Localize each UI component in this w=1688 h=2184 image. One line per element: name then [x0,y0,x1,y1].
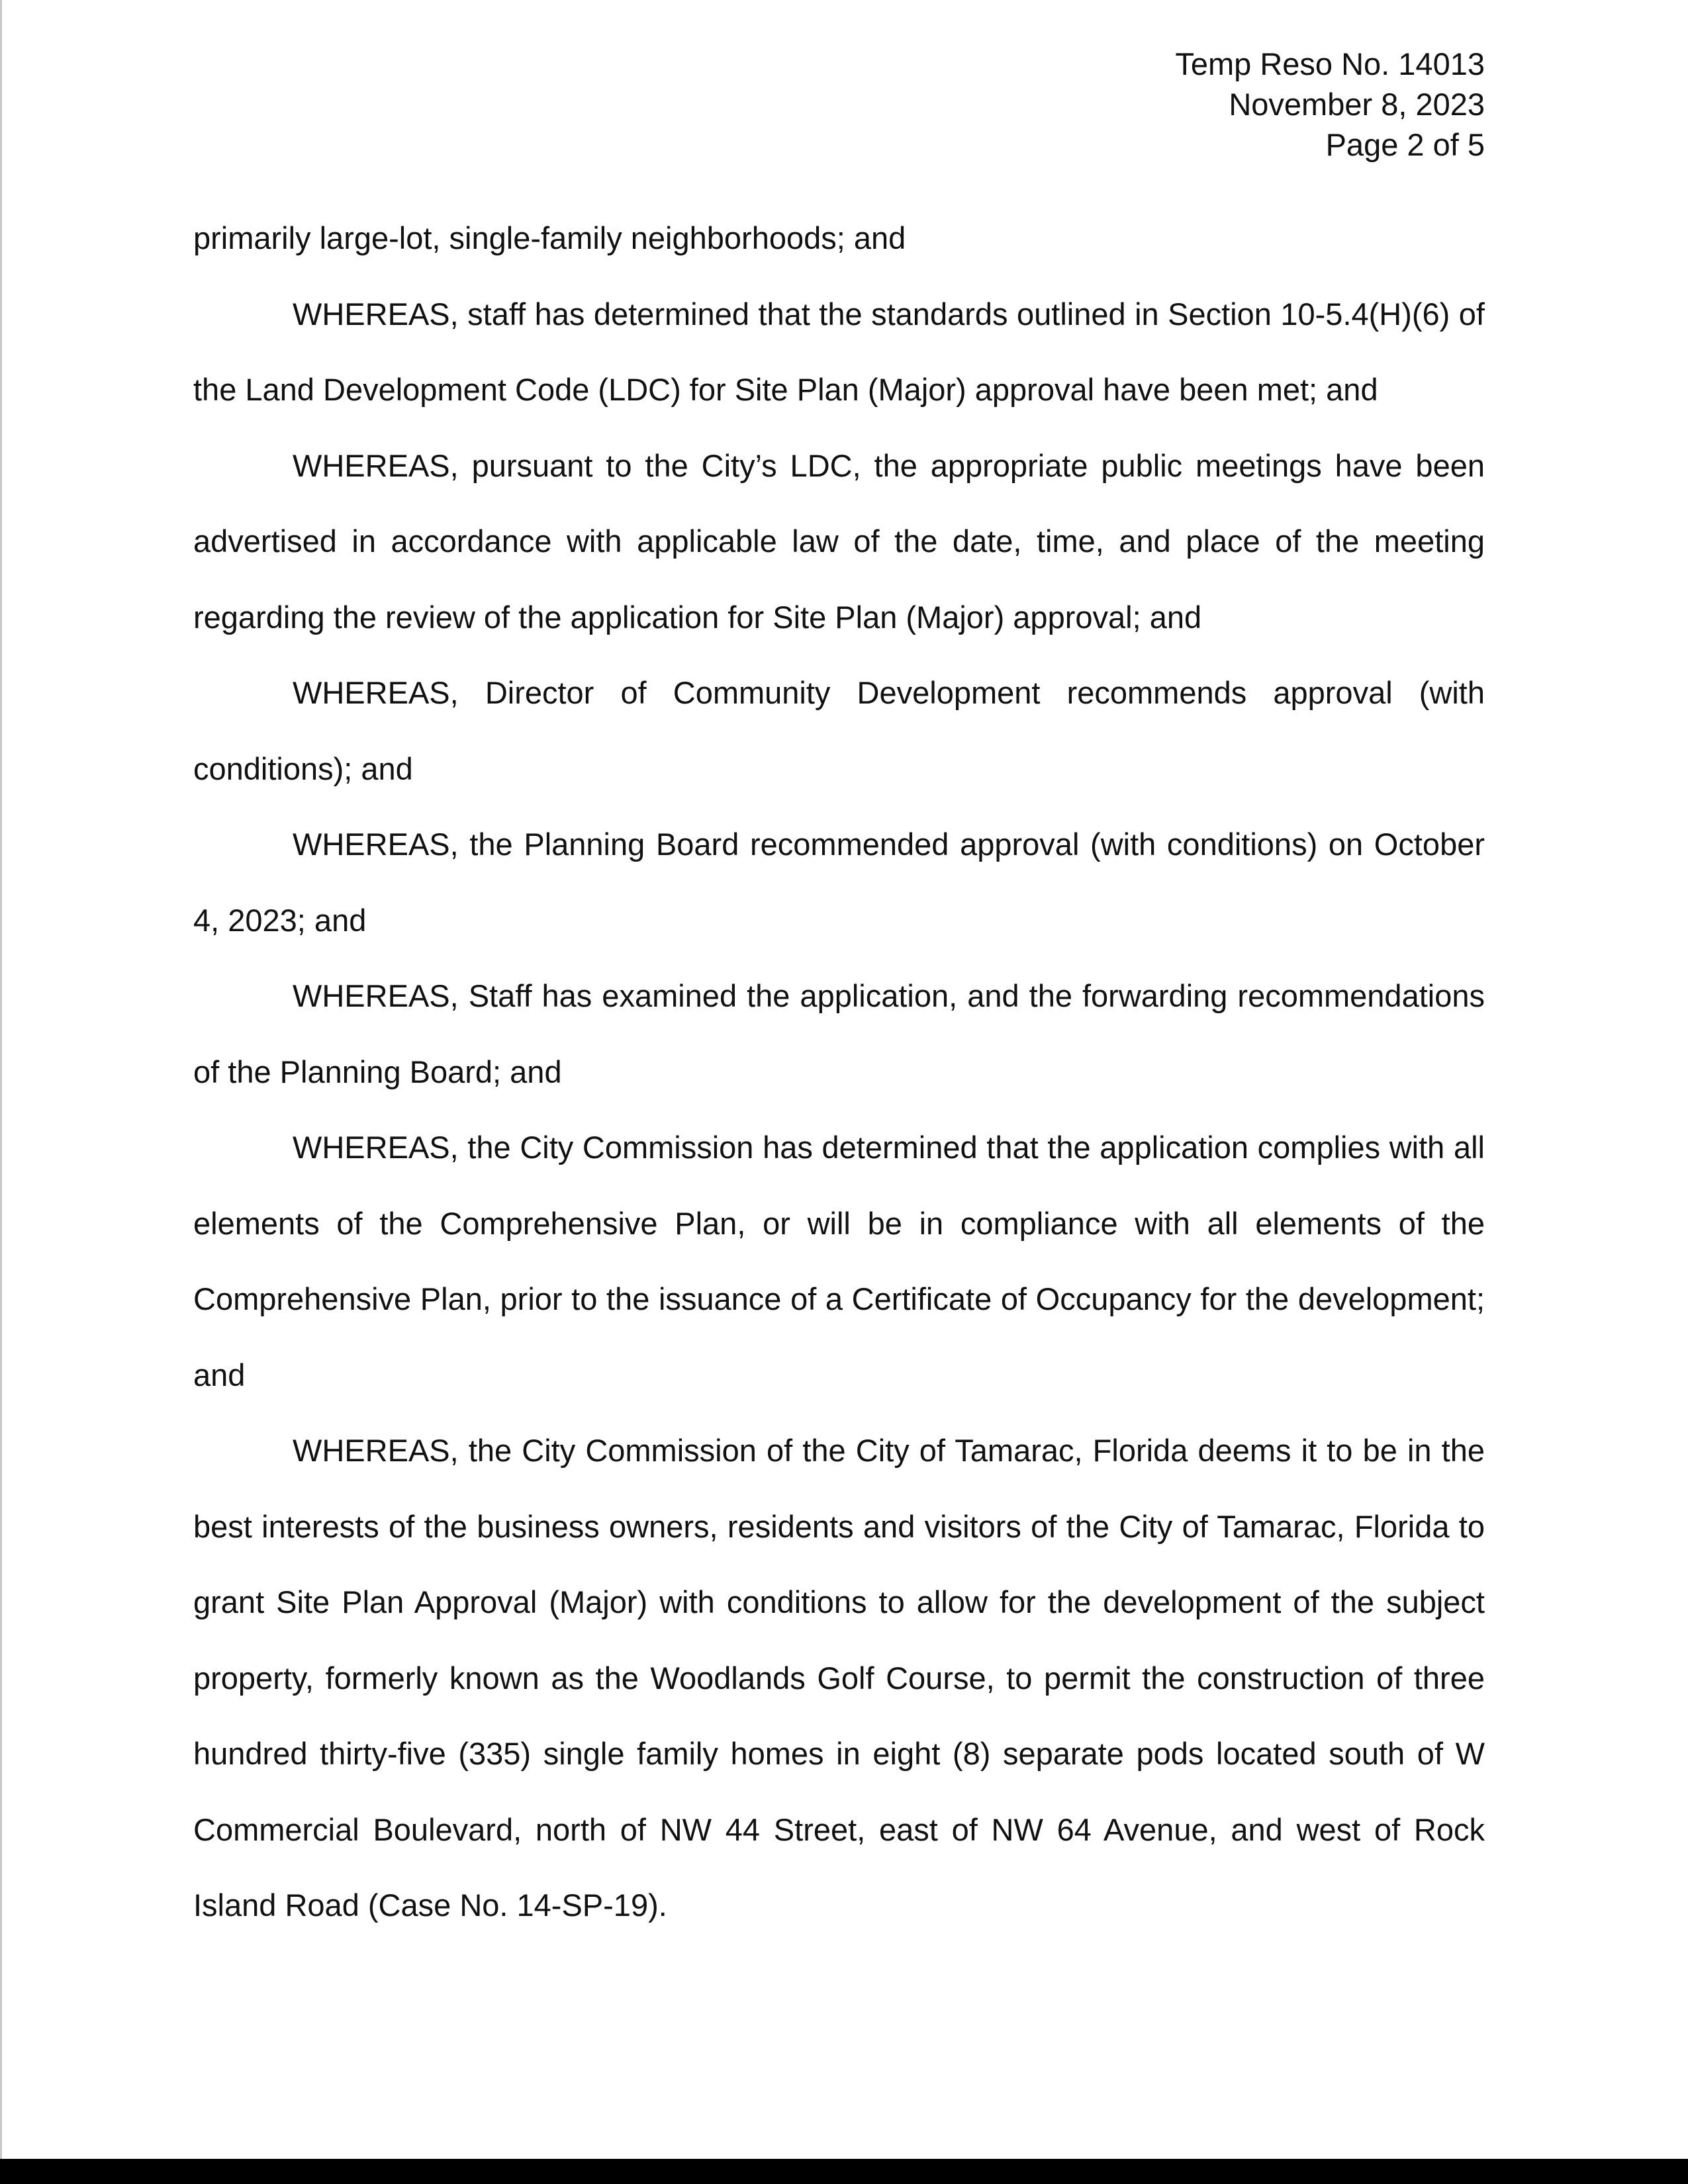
scan-edge [0,0,2,2159]
whereas-clause-comprehensive-plan: WHEREAS, the City Commission has determined that the application complies with all elements of the Comprehensive Plan, or will be in compliance with all elements of the Comprehensive Plan, prior to the issuance of a Certificate of Occupancy for the development; and [193,1130,1485,1392]
scan-bottom-border [0,2159,1688,2184]
whereas-clause-ldc-standards: WHEREAS, staff has determined that the standards outlined in Section 10-5.4(H)(6) of the Land Development Code (LDC) for Site Plan (Major) approval have been met; and [193,296,1485,407]
continuation-paragraph: primarily large-lot, single-family neighborhoods; and [193,220,906,255]
resolution-date: November 8, 2023 [1229,87,1485,122]
whereas-clause-public-meetings: WHEREAS, pursuant to the City’s LDC, the appropriate public meetings have been advertised in accordance with applicable law of the date, time, and place of the meeting regarding the review of the application for Site Plan (Major) approval; and [193,447,1485,635]
whereas-clause-planning-board: WHEREAS, the Planning Board recommended approval (with conditions) on October 4, 2023; and [193,827,1485,938]
whereas-clause-best-interests: WHEREAS, the City Commission of the City of Tamarac, Florida deems it to be in the best interests of the business owners, residents and visitors of the City of Tamarac, Florida to grant Site Plan Approval (Major) with conditions to allow for the development of the subject property, formerly known as the Woodlands Golf Course, to permit the construction of three hundred thirty-five (335) single family homes in eight (8) separate pods located south of W Commercial Boulevard, north of NW 44 Street, east of NW 64 Avenue, and west of Rock Island Road (Case No. 14-SP-19). [193,1433,1485,1923]
whereas-clause-director-recommendation: WHEREAS, Director of Community Development recommends approval (with conditions); and [193,675,1485,786]
whereas-clause-staff-review: WHEREAS, Staff has examined the application, and the forwarding recommendations of the Planning Board; and [193,978,1485,1089]
page-number: Page 2 of 5 [1325,127,1485,162]
resolution-number: Temp Reso No. 14013 [1175,46,1485,81]
page-header [1175,44,1485,165]
document-body [193,201,1485,1944]
